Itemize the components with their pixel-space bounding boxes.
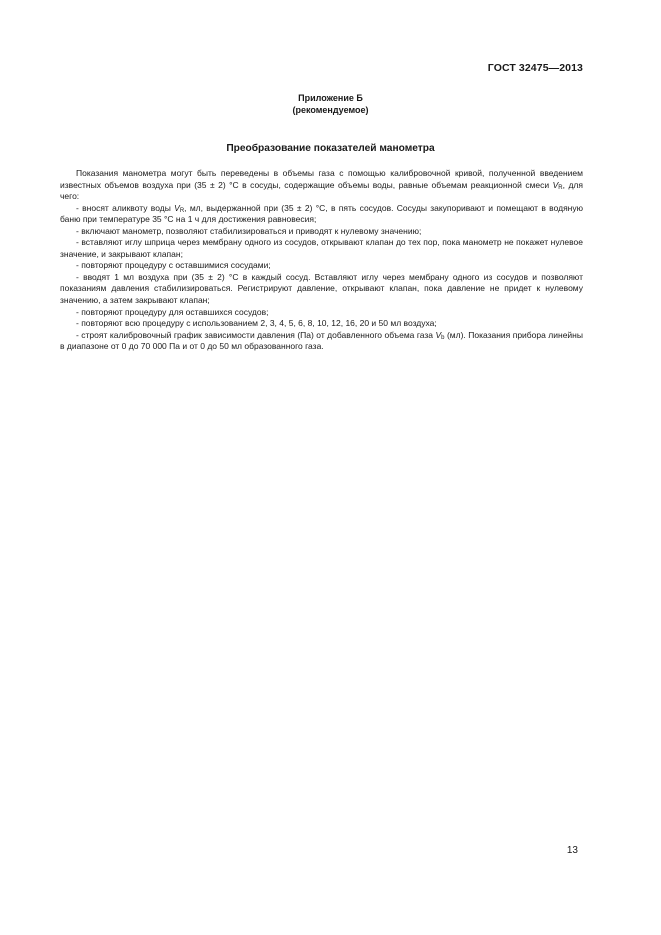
appendix-subtitle: (рекомендуемое)	[292, 105, 369, 115]
appendix-title: Приложение Б	[298, 93, 363, 103]
paragraph: - вставляют иглу шприца через мембрану одного из сосудов, открывают клапан до тех пор, пока манометр не покажет нулевое значение, и закрывают клапан;	[60, 237, 583, 259]
paragraph: - включают манометр, позволяют стабилизироваться и приводят к нулевому значению;	[76, 225, 422, 236]
paragraph: Показания манометра могут быть переведены в объемы газа с помощью калибровочной кривой, полученной введением известных объемов воздуха при (35 ± 2) °С в сосуды, содержащие объемы воды, равные объемам реакционной смеси $V_R$, для чего:	[60, 168, 583, 202]
paragraph: - вводят 1 мл воздуха при (35 ± 2) °С в каждый сосуд. Вставляют иглу через мембрану одного из сосудов и позволяют показаниям давления стабилизироваться. Регистрируют давление, открывают клапан, пока давление не придет к нулевому значению, а затем закрывают клапан;	[60, 271, 583, 306]
section-title: Преобразование показателей манометра	[226, 143, 435, 154]
page-number: 13	[566, 845, 578, 856]
body-text	[60, 168, 583, 353]
paragraph: - повторяют процедуру для оставшихся сосудов;	[76, 306, 269, 317]
appendix-heading	[0, 92, 661, 116]
document-code: ГОСТ 32475—2013	[487, 62, 583, 74]
paragraph: - вносят аликвоту воды $V_R$, мл, выдержанной при (35 ± 2) °С, в пять сосудов. Сосуды закупоривают и помещают в водяную баню при температуре 35 °С на 1 ч для достижения равновесия;	[60, 202, 584, 225]
paragraph: - строят калибровочный график зависимости давления (Па) от добавленного объема газа $V_b$ (мл). Показания прибора линейны в диапазоне от 0 до 70 000 Па и от 0 до 50 мл образованного газа.	[60, 329, 583, 352]
paragraph: - повторяют всю процедуру с использованием 2, 3, 4, 5, 6, 8, 10, 12, 16, 20 и 50 мл воздуха;	[76, 318, 437, 329]
paragraph: - повторяют процедуру с оставшимися сосудами;	[76, 260, 271, 271]
